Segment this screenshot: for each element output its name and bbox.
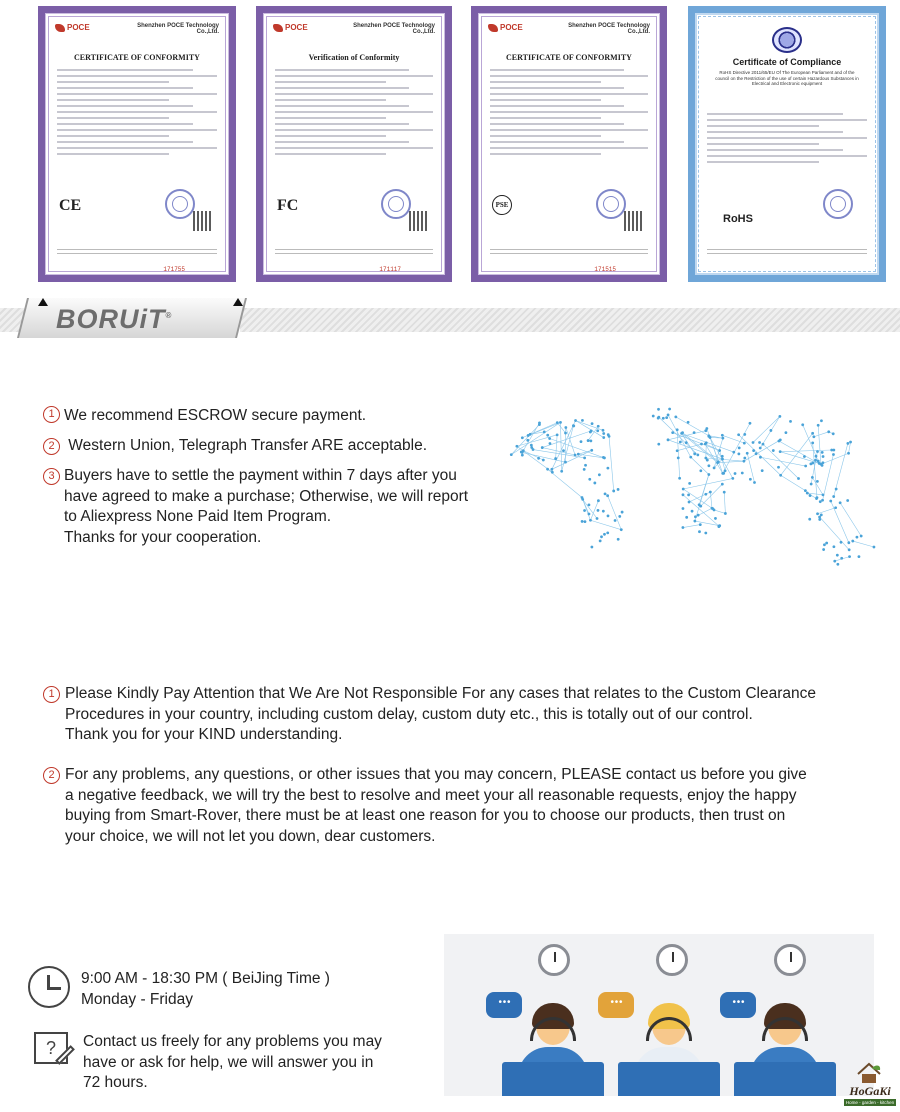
map-node	[678, 477, 681, 480]
map-node	[721, 472, 724, 475]
map-node	[851, 540, 854, 543]
map-node	[699, 523, 702, 526]
map-node	[588, 478, 591, 481]
map-node	[564, 461, 567, 464]
map-node	[583, 456, 586, 459]
map-node	[704, 493, 707, 496]
map-node	[577, 453, 580, 456]
poce-logo: POCE	[55, 23, 90, 32]
map-node	[848, 555, 851, 558]
map-node	[716, 461, 719, 464]
map-node	[860, 535, 863, 538]
map-node	[811, 432, 814, 435]
map-node	[617, 488, 620, 491]
map-node	[685, 516, 688, 519]
customer-service-illustration	[444, 934, 874, 1096]
map-node	[681, 431, 684, 434]
map-node	[714, 517, 717, 520]
fcc-mark: FC	[277, 197, 299, 214]
map-node	[546, 434, 549, 437]
brand-logo: BORUiT®	[56, 304, 173, 334]
map-node	[846, 442, 849, 445]
map-node	[597, 509, 600, 512]
map-node	[827, 430, 830, 433]
map-node	[721, 483, 724, 486]
map-node	[682, 488, 685, 491]
map-node	[699, 469, 702, 472]
map-node	[530, 446, 533, 449]
certificate-subtitle: RoHS Directive 2011/65/EU Of The European Parliament and of the council on the Restriction of the use of certain Hazardous Substances in Electrical and Electronic equipment	[715, 70, 859, 86]
map-node	[597, 425, 600, 428]
map-node	[668, 408, 671, 411]
map-node	[847, 541, 850, 544]
map-node	[583, 468, 586, 471]
agent-figure	[720, 1001, 850, 1096]
map-node	[761, 469, 764, 472]
map-node	[759, 447, 762, 450]
map-node	[681, 526, 684, 529]
certificate-title: CERTIFICATE OF CONFORMITY	[506, 53, 632, 62]
map-node	[873, 546, 876, 549]
wall-clock-icon	[774, 944, 806, 976]
map-node	[816, 496, 819, 499]
map-node	[581, 520, 584, 523]
map-node	[596, 517, 599, 520]
map-node	[596, 429, 599, 432]
map-node	[559, 421, 562, 424]
map-node	[814, 459, 817, 462]
map-node	[721, 455, 724, 458]
map-node	[588, 513, 591, 516]
payment-terms: Buyers have to settle the payment within 7 days after you have agreed to make a purchase; Otherwise, we will report to Aliexpress None Paid Item Program. Thanks for your cooperation.	[64, 467, 469, 546]
payment-line-transfer: Western Union, Telegraph Transfer ARE acceptable.	[64, 437, 428, 454]
map-node	[836, 554, 839, 557]
world-network-map	[488, 400, 894, 590]
map-node	[812, 435, 815, 438]
map-node	[652, 415, 655, 418]
certificate-org: Shenzhen POCE Technology Co.,Ltd.	[568, 23, 650, 35]
certificate-title: CERTIFICATE OF CONFORMITY	[74, 53, 200, 62]
map-node	[560, 470, 563, 473]
map-node	[858, 555, 861, 558]
map-node	[830, 449, 833, 452]
map-node	[718, 525, 721, 528]
map-node	[749, 478, 752, 481]
map-node	[779, 439, 782, 442]
map-node	[682, 493, 685, 496]
map-node	[811, 476, 814, 479]
certificate-rohs	[688, 6, 886, 282]
map-node	[707, 434, 710, 437]
map-node	[617, 538, 620, 541]
agent-figure	[488, 1001, 618, 1096]
map-node	[556, 433, 559, 436]
map-node	[580, 440, 583, 443]
map-node	[583, 509, 586, 512]
map-node	[806, 492, 809, 495]
map-node	[599, 540, 602, 543]
map-node	[677, 457, 680, 460]
map-node	[732, 451, 735, 454]
map-node	[556, 421, 559, 424]
map-node	[607, 514, 610, 517]
stamp-seal	[823, 189, 853, 219]
map-node	[564, 426, 567, 429]
map-node	[574, 419, 577, 422]
map-node	[606, 531, 609, 534]
working-hours: 9:00 AM - 18:30 PM ( BeiJing Time ) Monday - Friday	[81, 970, 330, 1008]
map-node	[721, 434, 724, 437]
rohs-mark: RoHS	[723, 213, 753, 225]
map-node	[752, 441, 755, 444]
map-node	[541, 446, 544, 449]
map-node	[587, 439, 590, 442]
map-node	[738, 446, 741, 449]
map-node	[606, 467, 609, 470]
map-node	[724, 512, 727, 515]
map-node	[554, 457, 557, 460]
map-node	[779, 474, 782, 477]
map-node	[829, 500, 832, 503]
map-node	[581, 496, 584, 499]
map-node	[676, 428, 679, 431]
agent-figure	[604, 1001, 734, 1096]
map-node	[847, 452, 850, 455]
customs-notice: Please Kindly Pay Attention that We Are Not Responsible For any cases that relates to the Custom Clearance Procedures in your country, including custom delay, custom duty etc., this is totally out of our control. Thank you for your KIND understanding.	[65, 685, 817, 743]
map-node	[816, 480, 819, 483]
map-node	[840, 541, 843, 544]
map-node	[581, 419, 584, 422]
map-node	[608, 435, 611, 438]
map-node	[657, 417, 660, 420]
map-node	[797, 477, 800, 480]
map-node	[731, 477, 734, 480]
map-node	[698, 530, 701, 533]
map-node	[822, 493, 825, 496]
map-node	[822, 548, 825, 551]
map-node	[846, 499, 849, 502]
map-node	[825, 542, 828, 545]
map-node	[657, 408, 660, 411]
certificate-ce	[38, 6, 236, 282]
map-node	[697, 514, 700, 517]
map-node	[529, 433, 532, 436]
map-node	[777, 466, 780, 469]
map-node	[665, 416, 668, 419]
map-node	[753, 481, 756, 484]
map-node	[526, 439, 529, 442]
payment-line-escrow: We recommend ESCROW secure payment.	[64, 407, 367, 424]
map-node	[572, 424, 575, 427]
map-node	[597, 499, 600, 502]
map-node	[789, 420, 792, 423]
map-node	[835, 488, 838, 491]
map-node	[704, 457, 707, 460]
map-node	[821, 499, 824, 502]
map-node	[809, 494, 812, 497]
map-node	[848, 548, 851, 551]
map-node	[667, 438, 670, 441]
map-node	[743, 433, 746, 436]
map-node	[804, 489, 807, 492]
map-node	[598, 473, 601, 476]
map-node	[691, 510, 694, 513]
map-node	[779, 450, 782, 453]
stamp-seal	[165, 189, 195, 219]
poce-logo: POCE	[273, 23, 308, 32]
hogaki-watermark-logo: HoGaKi Home - garden - kitchen	[842, 1062, 898, 1108]
map-node	[711, 507, 714, 510]
map-node	[743, 460, 746, 463]
map-node	[618, 515, 621, 518]
map-node	[810, 483, 813, 486]
map-node	[755, 452, 758, 455]
brand-banner	[0, 296, 900, 342]
map-node	[834, 506, 837, 509]
map-node	[849, 441, 852, 444]
map-node	[674, 416, 677, 419]
certificate-fcc	[256, 6, 452, 282]
map-node	[693, 452, 696, 455]
map-node	[746, 452, 749, 455]
number-badge: 3	[43, 468, 60, 485]
map-node	[574, 454, 577, 457]
qr-code	[409, 211, 429, 231]
map-node	[564, 432, 567, 435]
map-node	[759, 456, 762, 459]
map-node	[785, 431, 788, 434]
map-node	[707, 464, 710, 467]
number-badge: 2	[43, 438, 60, 455]
map-node	[709, 491, 712, 494]
map-node	[743, 442, 746, 445]
map-node	[700, 443, 703, 446]
map-node	[822, 455, 825, 458]
map-node	[521, 436, 524, 439]
map-node	[546, 468, 549, 471]
map-node	[741, 472, 744, 475]
wall-clock-icon	[538, 944, 570, 976]
map-node	[737, 452, 740, 455]
map-node	[603, 457, 606, 460]
map-node	[588, 503, 591, 506]
map-node	[685, 441, 688, 444]
map-node	[590, 449, 593, 452]
question-icon: ?	[34, 1032, 68, 1064]
map-node	[811, 442, 814, 445]
map-node	[832, 453, 835, 456]
certificate-org: Shenzhen POCE Technology Co.,Ltd.	[137, 23, 219, 35]
map-node	[804, 465, 807, 468]
map-node	[542, 459, 545, 462]
map-node	[734, 472, 737, 475]
map-node	[543, 431, 546, 434]
map-node	[821, 451, 824, 454]
stamp-seal	[381, 189, 411, 219]
map-node	[832, 432, 835, 435]
map-node	[696, 453, 699, 456]
map-node	[832, 495, 835, 498]
map-node	[840, 557, 843, 560]
map-node	[839, 501, 842, 504]
map-node	[662, 417, 665, 420]
map-node	[688, 482, 691, 485]
map-node	[550, 468, 553, 471]
number-badge: 1	[43, 686, 60, 703]
map-node	[856, 536, 859, 539]
map-node	[671, 431, 674, 434]
map-node	[694, 515, 697, 518]
map-node	[778, 415, 781, 418]
map-node	[758, 441, 761, 444]
map-node	[590, 429, 593, 432]
map-node	[718, 449, 721, 452]
map-node	[820, 513, 823, 516]
map-node	[682, 507, 685, 510]
number-badge: 2	[43, 767, 60, 784]
map-node	[614, 519, 617, 522]
ce-mark: CE	[59, 197, 82, 214]
map-node	[589, 519, 592, 522]
map-node	[621, 511, 624, 514]
map-node	[602, 429, 605, 432]
certificate-number: 171117	[379, 266, 401, 273]
map-node	[801, 423, 804, 426]
map-node	[707, 473, 710, 476]
map-node	[593, 482, 596, 485]
map-node	[724, 469, 727, 472]
map-node	[823, 543, 826, 546]
pse-mark: PSE	[492, 195, 512, 215]
map-node	[752, 449, 755, 452]
map-node	[688, 501, 691, 504]
map-node	[833, 560, 836, 563]
map-node	[600, 535, 603, 538]
map-node	[815, 455, 818, 458]
map-node	[584, 464, 587, 467]
stamp-seal	[596, 189, 626, 219]
map-node	[606, 494, 609, 497]
map-node	[817, 424, 820, 427]
certificate-title: Verification of Conformity	[308, 53, 400, 62]
certificate-org: Shenzhen POCE Technology Co.,Ltd.	[353, 23, 435, 35]
map-node	[762, 443, 765, 446]
map-node	[515, 445, 518, 448]
map-node	[749, 422, 752, 425]
map-node	[811, 462, 814, 465]
map-node	[679, 441, 682, 444]
certificate-pse	[471, 6, 667, 282]
map-node	[551, 471, 554, 474]
qr-code	[624, 211, 644, 231]
map-node	[510, 453, 513, 456]
map-node	[818, 518, 821, 521]
map-node	[602, 510, 605, 513]
map-node	[584, 520, 587, 523]
clock-icon	[28, 966, 70, 1008]
map-node	[538, 421, 541, 424]
map-node	[808, 518, 811, 521]
feedback-notice: For any problems, any questions, or other issues that you may concern, PLEASE contact us before you give a negative feedback, we will try the best to resolve and meet your all reasonable requests, enjoy the happy buying from Smart-Rover, there must be at least one reason for you to choose our products, then trust on your choice, we will not let you down, dear customers.	[65, 766, 807, 845]
map-node	[612, 490, 615, 493]
map-node	[772, 449, 775, 452]
map-node	[803, 455, 806, 458]
certificate-number: 171755	[163, 266, 185, 273]
map-node	[548, 437, 551, 440]
map-node	[530, 444, 533, 447]
map-node	[743, 457, 746, 460]
certificate-title: Certificate of Compliance	[732, 57, 842, 67]
map-node	[816, 512, 819, 515]
map-node	[721, 458, 724, 461]
map-node	[769, 429, 772, 432]
map-node	[591, 422, 594, 425]
map-node	[693, 431, 696, 434]
qr-code	[193, 211, 213, 231]
map-node	[676, 449, 679, 452]
map-node	[589, 439, 592, 442]
map-node	[822, 461, 825, 464]
certificate-number: 171515	[594, 266, 616, 273]
map-node	[522, 449, 525, 452]
map-node	[604, 493, 607, 496]
map-node	[723, 491, 726, 494]
map-node	[713, 466, 716, 469]
map-node	[704, 429, 707, 432]
map-node	[549, 442, 552, 445]
map-node	[602, 432, 605, 435]
map-node	[562, 449, 565, 452]
map-node	[698, 503, 701, 506]
map-node	[603, 533, 606, 536]
map-node	[693, 520, 696, 523]
map-node	[687, 494, 690, 497]
number-badge: 1	[43, 406, 60, 423]
wall-clock-icon	[656, 944, 688, 976]
globe-emblem-icon	[772, 27, 802, 53]
map-node	[833, 545, 836, 548]
house-icon	[856, 1062, 882, 1084]
map-node	[689, 456, 692, 459]
map-node	[820, 419, 823, 422]
map-node	[737, 433, 740, 436]
map-node	[620, 528, 623, 531]
map-node	[667, 413, 670, 416]
map-node	[705, 441, 708, 444]
map-node	[602, 436, 605, 439]
map-node	[521, 454, 524, 457]
map-node	[704, 532, 707, 535]
map-node	[590, 546, 593, 549]
certificates-row	[0, 0, 900, 292]
map-node	[537, 457, 540, 460]
map-node	[816, 450, 819, 453]
help-text: Contact us freely for any problems you may have or ask for help, we will answer you in 72 hours.	[83, 1033, 382, 1091]
poce-logo: POCE	[488, 23, 523, 32]
map-node	[657, 443, 660, 446]
map-node	[687, 421, 690, 424]
map-node	[836, 563, 839, 566]
map-node	[721, 437, 724, 440]
